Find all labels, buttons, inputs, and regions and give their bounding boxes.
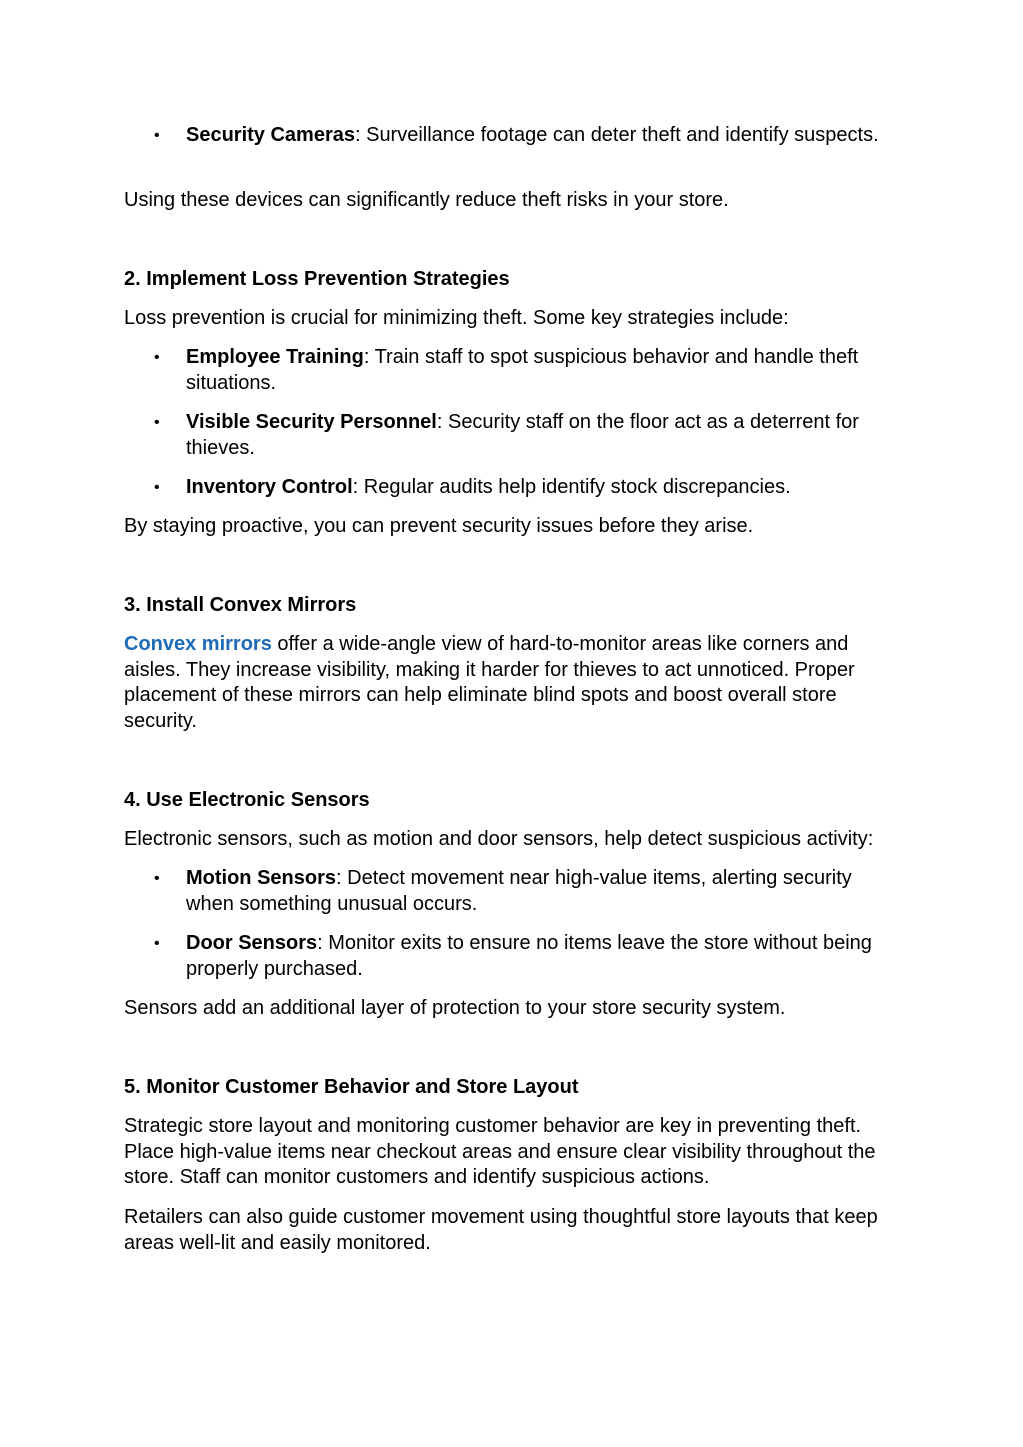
list-item bbox=[124, 475, 904, 501]
paragraph-text: offer a wide-angle view of hard-to-monitor areas like corners and aisles. They increase visibility, making it harder for thieves to act unnoticed. Proper placement of these mirrors can help eliminate blind spots and boost overall store security. bbox=[124, 633, 855, 732]
list-item bbox=[124, 345, 904, 396]
bullet-list-strategies bbox=[124, 475, 904, 501]
list-item-text: : Security staff on the floor act as a deterrent for thieves. bbox=[186, 411, 859, 459]
list-item bbox=[124, 866, 904, 917]
section-heading: 2. Implement Loss Prevention Strategies bbox=[124, 268, 510, 290]
bullet-icon: • bbox=[154, 479, 160, 496]
bullet-icon: • bbox=[154, 127, 160, 144]
list-item-term: Motion Sensors bbox=[186, 867, 337, 889]
bullet-list-strategies bbox=[124, 345, 904, 396]
list-item-term: Security Cameras bbox=[186, 124, 355, 146]
section-heading: 5. Monitor Customer Behavior and Store Layout bbox=[124, 1076, 579, 1098]
paragraph: By staying proactive, you can prevent security issues before they arise. bbox=[124, 515, 754, 537]
bullet-icon: • bbox=[154, 349, 160, 366]
bullet-icon: • bbox=[154, 870, 160, 887]
list-item bbox=[124, 123, 904, 149]
list-item-text: : Surveillance footage can deter theft and identify suspects. bbox=[354, 124, 879, 146]
list-item bbox=[124, 410, 904, 461]
paragraph: Loss prevention is crucial for minimizing theft. Some key strategies include: bbox=[124, 307, 789, 329]
list-item-term: Inventory Control bbox=[186, 476, 353, 498]
list-item-text: : Train staff to spot suspicious behavior and handle theft situations. bbox=[186, 346, 859, 394]
paragraph: Strategic store layout and monitoring customer behavior are key in preventing theft. Place high-value items near checkout areas and ensure clear visibility throughout the store. Staff can monitor customers and identify suspicious actions. bbox=[124, 1115, 876, 1188]
bullet-list-sensors bbox=[124, 866, 904, 917]
paragraph: Electronic sensors, such as motion and door sensors, help detect suspicious activity: bbox=[124, 828, 874, 850]
paragraph: Using these devices can significantly reduce theft risks in your store. bbox=[124, 189, 729, 211]
bullet-icon: • bbox=[154, 414, 160, 431]
convex-mirrors-link[interactable]: Convex mirrors bbox=[124, 633, 272, 655]
list-item-text: : Regular audits help identify stock discrepancies. bbox=[352, 476, 791, 498]
section-heading: 3. Install Convex Mirrors bbox=[124, 594, 357, 616]
list-item bbox=[124, 931, 904, 982]
bullet-icon: • bbox=[154, 935, 160, 952]
paragraph bbox=[124, 632, 904, 734]
bullet-list-devices bbox=[124, 123, 904, 149]
list-item-term: Employee Training bbox=[186, 346, 364, 368]
list-item-term: Door Sensors bbox=[186, 932, 318, 954]
list-item-text: : Detect movement near high-value items, alerting security when something unusual occurs. bbox=[186, 867, 852, 915]
list-item-term: Visible Security Personnel bbox=[186, 411, 437, 433]
bullet-list-sensors bbox=[124, 931, 904, 982]
list-item-text: : Monitor exits to ensure no items leave the store without being properly purchased. bbox=[186, 932, 872, 980]
section-heading: 4. Use Electronic Sensors bbox=[124, 789, 370, 811]
paragraph: Retailers can also guide customer movement using thoughtful store layouts that keep areas well-lit and easily monitored. bbox=[124, 1206, 878, 1254]
bullet-list-strategies bbox=[124, 410, 904, 461]
paragraph: Sensors add an additional layer of protection to your store security system. bbox=[124, 997, 786, 1019]
